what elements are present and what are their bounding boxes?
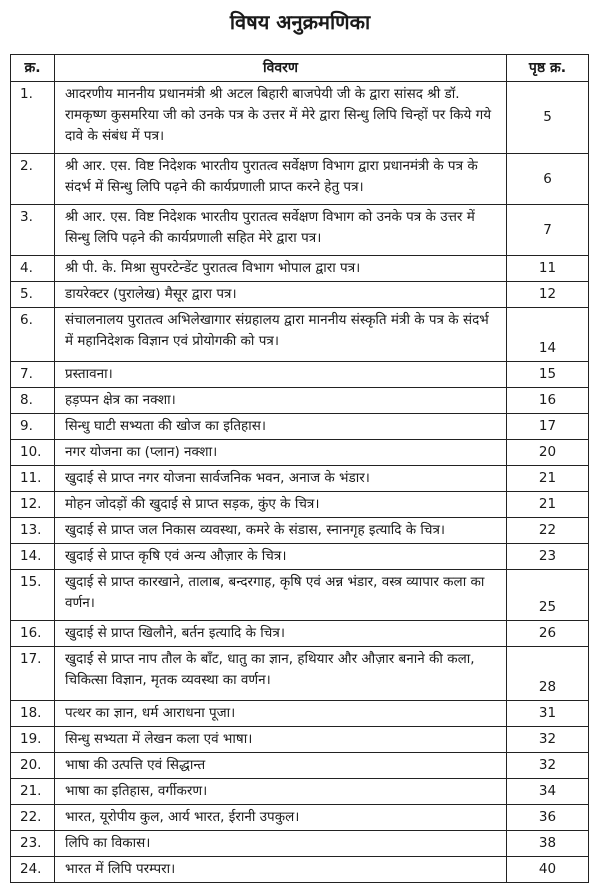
row-description: श्री आर. एस. विष्ट निदेशक भारतीय पुरातत्व सर्वेक्षण विभाग द्वारा प्रधानमंत्री के पत्र के संदर्भ में सिन्धु लिपि पढ़ने की कार्यप्रणाली प्राप्त करने हेतु पत्र। bbox=[55, 154, 507, 205]
table-header-row bbox=[11, 55, 589, 82]
row-page-number: 22 bbox=[507, 518, 589, 544]
index-table bbox=[10, 54, 589, 883]
row-description: भारत, यूरोपीय कुल, आर्य भारत, ईरानी उपकुल। bbox=[55, 805, 507, 831]
row-description: खुदाई से प्राप्त नाप तौल के बाँट, धातु का ज्ञान, हथियार और औज़ार बनाने की कला, चिकित्सा विज्ञान, मृतक व्यवस्था का वर्णन। bbox=[55, 647, 507, 701]
table-row bbox=[11, 647, 589, 701]
row-description: श्री आर. एस. विष्ट निदेशक भारतीय पुरातत्व सर्वेक्षण विभाग को उनके पत्र के उत्तर में सिन्धु लिपि पढ़ने की कार्यप्रणाली सहित मेरे द्वारा पत्र। bbox=[55, 205, 507, 256]
row-number: 8. bbox=[11, 388, 55, 414]
row-number: 9. bbox=[11, 414, 55, 440]
row-page-number: 7 bbox=[507, 205, 589, 256]
row-page-number: 36 bbox=[507, 805, 589, 831]
table-row bbox=[11, 154, 589, 205]
row-description: भारत में लिपि परम्परा। bbox=[55, 857, 507, 883]
row-number: 17. bbox=[11, 647, 55, 701]
row-page-number: 25 bbox=[507, 570, 589, 621]
row-description: पत्थर का ज्ञान, धर्म आराधना पूजा। bbox=[55, 701, 507, 727]
table-row bbox=[11, 388, 589, 414]
table-row bbox=[11, 362, 589, 388]
row-page-number: 32 bbox=[507, 753, 589, 779]
row-description: भाषा की उत्पत्ति एवं सिद्धान्त bbox=[55, 753, 507, 779]
row-page-number: 40 bbox=[507, 857, 589, 883]
row-page-number: 20 bbox=[507, 440, 589, 466]
table-row bbox=[11, 779, 589, 805]
row-number: 12. bbox=[11, 492, 55, 518]
table-row bbox=[11, 727, 589, 753]
row-description: सिन्धु सभ्यता में लेखन कला एवं भाषा। bbox=[55, 727, 507, 753]
row-description: लिपि का विकास। bbox=[55, 831, 507, 857]
table-row bbox=[11, 282, 589, 308]
row-description: नगर योजना का (प्लान) नक्शा। bbox=[55, 440, 507, 466]
table-row bbox=[11, 492, 589, 518]
row-description: खुदाई से प्राप्त नगर योजना सार्वजनिक भवन, अनाज के भंडार। bbox=[55, 466, 507, 492]
row-page-number: 26 bbox=[507, 621, 589, 647]
table-row bbox=[11, 256, 589, 282]
table-row bbox=[11, 753, 589, 779]
row-description: आदरणीय माननीय प्रधानमंत्री श्री अटल बिहारी बाजपेयी जी के द्वारा सांसद श्री डॉ. रामकृष्ण कुसमरिया जी को उनके पत्र के उत्तर में मेरे द्वारा सिन्धु लिपि चिन्हों पर किये गये दावे के संबंध में पत्र। bbox=[55, 82, 507, 154]
table-row bbox=[11, 308, 589, 362]
row-number: 19. bbox=[11, 727, 55, 753]
table-row bbox=[11, 701, 589, 727]
row-number: 21. bbox=[11, 779, 55, 805]
row-page-number: 15 bbox=[507, 362, 589, 388]
row-number: 18. bbox=[11, 701, 55, 727]
table-row bbox=[11, 805, 589, 831]
row-page-number: 12 bbox=[507, 282, 589, 308]
row-page-number: 21 bbox=[507, 466, 589, 492]
header-number: क्र. bbox=[11, 55, 55, 82]
table-row bbox=[11, 82, 589, 154]
row-page-number: 23 bbox=[507, 544, 589, 570]
row-number: 20. bbox=[11, 753, 55, 779]
row-number: 16. bbox=[11, 621, 55, 647]
row-number: 11. bbox=[11, 466, 55, 492]
row-description: सिन्धु घाटी सभ्यता की खोज का इतिहास। bbox=[55, 414, 507, 440]
row-page-number: 6 bbox=[507, 154, 589, 205]
row-description: खुदाई से प्राप्त कारखाने, तालाब, बन्दरगाह, कृषि एवं अन्न भंडार, वस्त्र व्यापार कला का वर्णन। bbox=[55, 570, 507, 621]
row-number: 3. bbox=[11, 205, 55, 256]
table-row bbox=[11, 466, 589, 492]
row-page-number: 16 bbox=[507, 388, 589, 414]
row-number: 13. bbox=[11, 518, 55, 544]
row-number: 4. bbox=[11, 256, 55, 282]
row-description: खुदाई से प्राप्त खिलौने, बर्तन इत्यादि के चित्र। bbox=[55, 621, 507, 647]
row-page-number: 21 bbox=[507, 492, 589, 518]
row-page-number: 32 bbox=[507, 727, 589, 753]
row-description: खुदाई से प्राप्त जल निकास व्यवस्था, कमरे के संडास, स्नानगृह इत्यादि के चित्र। bbox=[55, 518, 507, 544]
row-description: संचालनालय पुरातत्व अभिलेखागार संग्रहालय द्वारा माननीय संस्कृति मंत्री के पत्र के संदर्भ में महानिदेशक विज्ञान एवं प्रोयोगकी को पत्र। bbox=[55, 308, 507, 362]
row-page-number: 28 bbox=[507, 647, 589, 701]
row-number: 22. bbox=[11, 805, 55, 831]
row-number: 6. bbox=[11, 308, 55, 362]
row-page-number: 34 bbox=[507, 779, 589, 805]
row-page-number: 11 bbox=[507, 256, 589, 282]
table-row bbox=[11, 205, 589, 256]
table-row bbox=[11, 570, 589, 621]
row-page-number: 38 bbox=[507, 831, 589, 857]
row-number: 2. bbox=[11, 154, 55, 205]
table-row bbox=[11, 440, 589, 466]
row-number: 1. bbox=[11, 82, 55, 154]
row-number: 15. bbox=[11, 570, 55, 621]
row-page-number: 17 bbox=[507, 414, 589, 440]
table-row bbox=[11, 544, 589, 570]
row-description: मोहन जोदड़ों की खुदाई से प्राप्त सड़क, कुंए के चित्र। bbox=[55, 492, 507, 518]
row-page-number: 5 bbox=[507, 82, 589, 154]
page-title: विषय अनुक्रमणिका bbox=[229, 10, 371, 34]
row-number: 10. bbox=[11, 440, 55, 466]
row-number: 14. bbox=[11, 544, 55, 570]
table-row bbox=[11, 621, 589, 647]
row-number: 7. bbox=[11, 362, 55, 388]
row-page-number: 14 bbox=[507, 308, 589, 362]
row-description: हड़प्पन क्षेत्र का नक्शा। bbox=[55, 388, 507, 414]
row-number: 23. bbox=[11, 831, 55, 857]
table-row bbox=[11, 518, 589, 544]
table-row bbox=[11, 857, 589, 883]
table-row bbox=[11, 414, 589, 440]
header-description: विवरण bbox=[55, 55, 507, 82]
row-description: डायरेक्टर (पुरालेख) मैसूर द्वारा पत्र। bbox=[55, 282, 507, 308]
row-description: खुदाई से प्राप्त कृषि एवं अन्य औज़ार के चित्र। bbox=[55, 544, 507, 570]
row-number: 24. bbox=[11, 857, 55, 883]
row-description: भाषा का इतिहास, वर्गीकरण। bbox=[55, 779, 507, 805]
header-page: पृष्ठ क्र. bbox=[507, 55, 589, 82]
row-description: प्रस्तावना। bbox=[55, 362, 507, 388]
row-description: श्री पी. के. मिश्रा सुपरटेन्डेंट पुरातत्व विभाग भोपाल द्वारा पत्र। bbox=[55, 256, 507, 282]
row-page-number: 31 bbox=[507, 701, 589, 727]
row-number: 5. bbox=[11, 282, 55, 308]
